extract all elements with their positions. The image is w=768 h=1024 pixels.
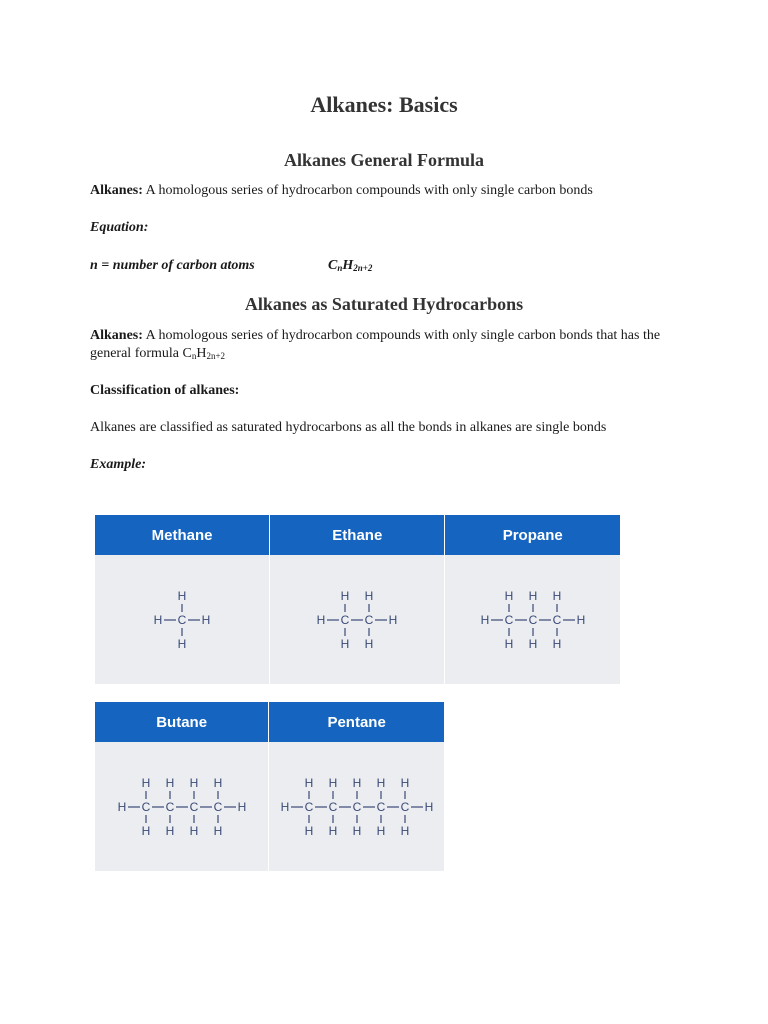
carbon-atom: C xyxy=(189,799,198,814)
carbon-atom: C xyxy=(400,799,409,814)
carbon-atom: C xyxy=(552,612,562,627)
hydrogen-atom: H xyxy=(177,588,187,603)
butane-structural-formula xyxy=(114,762,250,852)
hydrogen-atom: H xyxy=(165,775,174,790)
n-definition: n = number of carbon atoms xyxy=(90,258,255,273)
section-heading-saturated: Alkanes as Saturated Hydrocarbons xyxy=(244,294,524,314)
hydrogen-atom: H xyxy=(400,823,409,838)
pentane-structural-formula xyxy=(277,762,437,852)
example-label: Example: xyxy=(90,457,146,472)
hydrogen-atom: H xyxy=(504,588,514,603)
hydrogen-atom: H xyxy=(141,823,150,838)
alkane-table-2 xyxy=(95,702,444,871)
pentane-structure-cell xyxy=(269,742,444,871)
definition-label: Alkanes: xyxy=(90,183,143,198)
alkanes-definition-2: Alkanes: A homologous series of hydrocarbon compounds with only single carbon bonds that has the general formula $C_nH_{2n+2}$ xyxy=(90,328,661,361)
hydrogen-atom: H xyxy=(364,636,374,651)
hydrogen-atom: H xyxy=(340,588,350,603)
hydrogen-atom: H xyxy=(189,823,198,838)
hydrogen-atom: H xyxy=(280,799,289,814)
hydrogen-atom: H xyxy=(153,612,163,627)
hydrogen-atom: H xyxy=(213,823,222,838)
propane-structure-cell xyxy=(445,555,620,684)
hydrogen-atom: H xyxy=(340,636,350,651)
carbon-atom: C xyxy=(141,799,150,814)
propane-structural-formula xyxy=(477,575,589,665)
hydrogen-atom: H xyxy=(237,799,246,814)
carbon-atom: C xyxy=(177,612,187,627)
hydrogen-atom: H xyxy=(316,612,326,627)
table-header-propane: Propane xyxy=(445,515,620,555)
carbon-atom: C xyxy=(304,799,313,814)
hydrogen-atom: H xyxy=(400,775,409,790)
equation-label: Equation: xyxy=(90,220,149,235)
table-header-methane: Methane xyxy=(95,515,270,555)
carbon-atom: C xyxy=(364,612,374,627)
general-formula: $C_nH_{2n+2}$ xyxy=(328,258,373,273)
carbon-atom: C xyxy=(340,612,350,627)
ethane-structure-cell xyxy=(270,555,445,684)
butane-structure-cell xyxy=(95,742,269,871)
hydrogen-atom: H xyxy=(528,636,538,651)
hydrogen-atom: H xyxy=(328,775,337,790)
hydrogen-atom: H xyxy=(141,775,150,790)
carbon-atom: C xyxy=(328,799,337,814)
hydrogen-atom: H xyxy=(304,823,313,838)
hydrogen-atom: H xyxy=(304,775,313,790)
hydrogen-atom: H xyxy=(165,823,174,838)
hydrogen-atom: H xyxy=(189,775,198,790)
hydrogen-atom: H xyxy=(328,823,337,838)
page-title: Alkanes: Basics xyxy=(310,92,458,117)
hydrogen-atom: H xyxy=(480,612,490,627)
hydrogen-atom: H xyxy=(352,823,361,838)
carbon-atom: C xyxy=(352,799,361,814)
hydrogen-atom: H xyxy=(376,775,385,790)
hydrogen-atom: H xyxy=(352,775,361,790)
section-heading-general-formula: Alkanes General Formula xyxy=(284,150,484,170)
hydrogen-atom: H xyxy=(504,636,514,651)
hydrogen-atom: H xyxy=(552,636,562,651)
hydrogen-atom: H xyxy=(388,612,398,627)
hydrogen-atom: H xyxy=(552,588,562,603)
hydrogen-atom: H xyxy=(201,612,211,627)
hydrogen-atom: H xyxy=(213,775,222,790)
carbon-atom: C xyxy=(165,799,174,814)
carbon-atom: C xyxy=(213,799,222,814)
hydrogen-atom: H xyxy=(376,823,385,838)
hydrogen-atom: H xyxy=(364,588,374,603)
classification-text: Alkanes are classified as saturated hydrocarbons as all the bonds in alkanes are single bonds xyxy=(90,420,607,435)
hydrogen-atom: H xyxy=(528,588,538,603)
methane-structure-cell xyxy=(95,555,270,684)
table-header-butane: Butane xyxy=(95,702,269,742)
carbon-atom: C xyxy=(528,612,538,627)
alkanes-definition-1 xyxy=(90,182,670,200)
hydrogen-atom: H xyxy=(117,799,126,814)
table-header-pentane: Pentane xyxy=(269,702,444,742)
methane-structural-formula xyxy=(150,575,214,665)
alkane-table-1 xyxy=(95,515,620,684)
hydrogen-atom: H xyxy=(424,799,433,814)
carbon-atom: C xyxy=(504,612,514,627)
table-header-ethane: Ethane xyxy=(270,515,445,555)
hydrogen-atom: H xyxy=(177,636,187,651)
carbon-atom: C xyxy=(376,799,385,814)
definition-text: A homologous series of hydrocarbon compounds with only single carbon bonds xyxy=(142,183,593,198)
classification-label: Classification of alkanes: xyxy=(90,383,240,398)
ethane-structural-formula xyxy=(313,575,401,665)
hydrogen-atom: H xyxy=(576,612,586,627)
